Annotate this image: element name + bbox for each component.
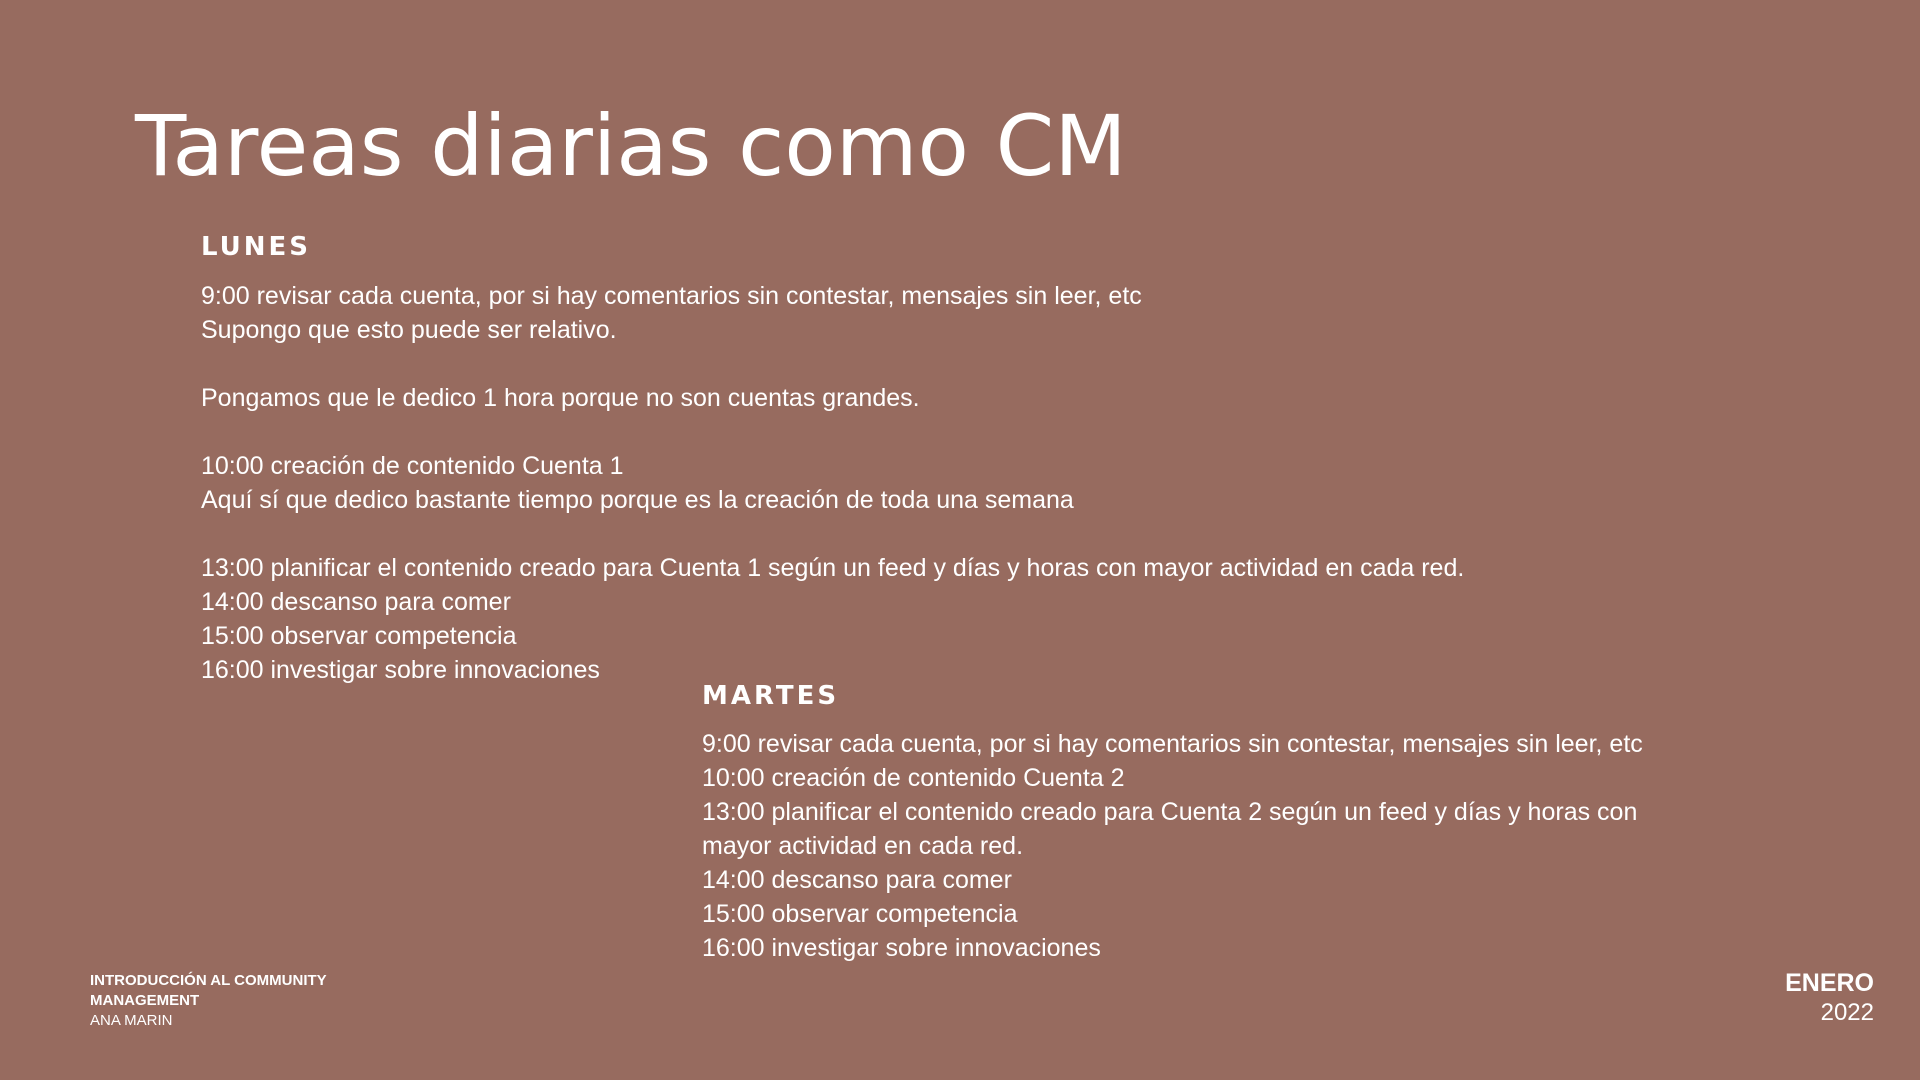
monday-task-line: Supongo que esto puede ser relativo.	[201, 316, 617, 344]
footer-course-info	[90, 971, 410, 1031]
footer-date	[1785, 968, 1874, 1028]
tuesday-task-line: 15:00 observar competencia	[702, 900, 1018, 928]
monday-task-line: 13:00 planificar el contenido creado para Cuenta 1 según un feed y días y horas con mayor actividad en cada red.	[201, 554, 1465, 582]
tuesday-task-list	[702, 727, 1643, 965]
footer-month: ENERO	[1785, 969, 1874, 997]
monday-task-line	[201, 517, 1464, 551]
monday-task-line: 9:00 revisar cada cuenta, por si hay comentarios sin contestar, mensajes sin leer, etc	[201, 282, 1142, 310]
monday-task-line: Aquí sí que dedico bastante tiempo porque es la creación de toda una semana	[201, 486, 1074, 514]
monday-heading: LUNES	[201, 232, 311, 262]
monday-task-line: 10:00 creación de contenido Cuenta 1	[201, 452, 624, 480]
slide-title: Tareas diarias como CM	[135, 97, 1127, 195]
tuesday-heading: MARTES	[702, 681, 840, 711]
author-name: ANA MARIN	[90, 1012, 173, 1029]
monday-task-line: 16:00 investigar sobre innovaciones	[201, 656, 600, 684]
monday-task-line: Pongamos que le dedico 1 hora porque no son cuentas grandes.	[201, 384, 920, 412]
tuesday-task-line: 10:00 creación de contenido Cuenta 2	[702, 764, 1125, 792]
course-name: INTRODUCCIÓN AL COMMUNITY MANAGEMENT	[90, 972, 327, 1009]
tuesday-task-line: 9:00 revisar cada cuenta, por si hay comentarios sin contestar, mensajes sin leer, etc	[702, 730, 1643, 758]
monday-task-line	[201, 415, 1464, 449]
monday-task-line: 15:00 observar competencia	[201, 622, 517, 650]
tuesday-task-line: 13:00 planificar el contenido creado para Cuenta 2 según un feed y días y horas con	[702, 798, 1638, 826]
monday-task-line: 14:00 descanso para comer	[201, 588, 511, 616]
tuesday-task-line: 16:00 investigar sobre innovaciones	[702, 934, 1101, 962]
monday-task-line	[201, 347, 1464, 381]
footer-year: 2022	[1820, 999, 1874, 1026]
tuesday-task-line: 14:00 descanso para comer	[702, 866, 1012, 894]
tuesday-task-line: mayor actividad en cada red.	[702, 832, 1024, 860]
monday-task-list	[201, 279, 1464, 687]
